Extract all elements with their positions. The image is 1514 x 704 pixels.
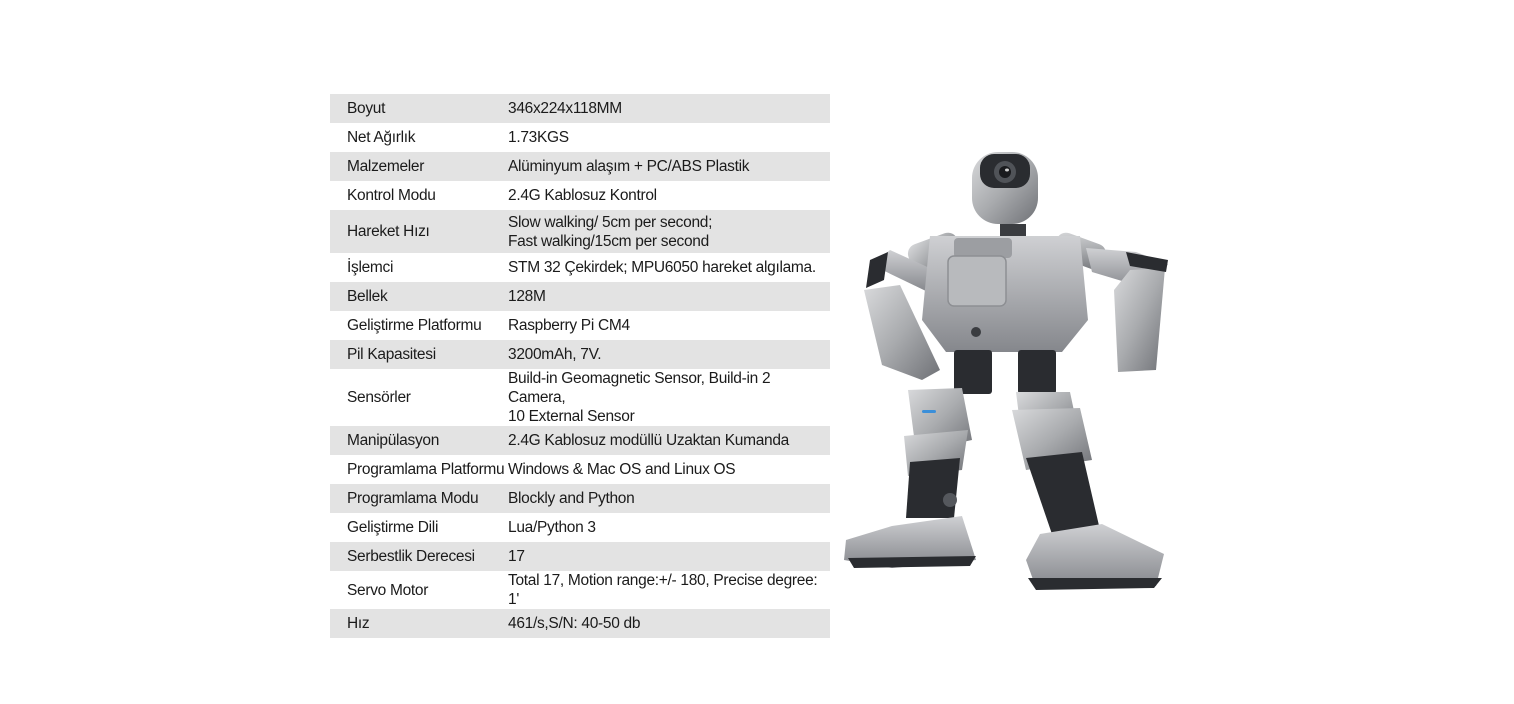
- spec-row-net-agirlik: [330, 123, 830, 152]
- spec-row-servo-motor: [330, 571, 830, 609]
- robot-left-leg: [844, 388, 976, 568]
- robot-torso: [922, 236, 1088, 394]
- spec-row-gelistirme-dili: [330, 513, 830, 542]
- spec-row-islemci: [330, 253, 830, 282]
- spec-row-serbestlik-derecesi: [330, 542, 830, 571]
- spec-value: 128M: [508, 288, 546, 305]
- spec-key: Malzemeler: [347, 158, 425, 175]
- spec-key: Serbestlik Derecesi: [347, 548, 475, 565]
- spec-key: Boyut: [347, 100, 386, 117]
- spec-table: [330, 94, 830, 638]
- spec-row-manipulasyon: [330, 426, 830, 455]
- spec-key: Bellek: [347, 288, 388, 305]
- robot-right-leg: [1012, 392, 1164, 590]
- spec-value: 2.4G Kablosuz Kontrol: [508, 187, 657, 204]
- spec-row-sensorler: [330, 369, 830, 426]
- spec-value: Total 17, Motion range:+/- 180, Precise degree: 1': [508, 572, 818, 608]
- spec-key: Programlama Platformu: [347, 461, 505, 478]
- spec-row-gelistirme-platformu: [330, 311, 830, 340]
- spec-row-programlama-modu: [330, 484, 830, 513]
- spec-key: İşlemci: [347, 259, 394, 276]
- spec-value: STM 32 Çekirdek; MPU6050 hareket algılama.: [508, 259, 816, 276]
- spec-row-bellek: [330, 282, 830, 311]
- spec-key: Net Ağırlık: [347, 129, 416, 146]
- spec-value: 461/s,S/N: 40-50 db: [508, 615, 641, 632]
- spec-key: Servo Motor: [347, 581, 429, 599]
- spec-row-programlama-platformu: [330, 455, 830, 484]
- spec-key: Hız: [347, 615, 370, 632]
- spec-value: Build-in Geomagnetic Sensor, Build-in 2 Camera, 10 External Sensor: [508, 370, 771, 425]
- spec-value: 346x224x118MM: [508, 100, 622, 117]
- spec-row-hiz: [330, 609, 830, 638]
- spec-value: Raspberry Pi CM4: [508, 317, 630, 334]
- spec-value: Lua/Python 3: [508, 519, 596, 536]
- spec-key: Hareket Hızı: [347, 223, 430, 240]
- spec-row-boyut: [330, 94, 830, 123]
- spec-key: Manipülasyon: [347, 432, 440, 449]
- spec-row-pil-kapasitesi: [330, 340, 830, 369]
- spec-value: Blockly and Python: [508, 490, 635, 507]
- humanoid-robot-image: [830, 140, 1180, 610]
- robot-head: [972, 152, 1038, 242]
- spec-value: Slow walking/ 5cm per second; Fast walking/15cm per second: [508, 213, 713, 250]
- spec-value: 3200mAh, 7V.: [508, 346, 602, 363]
- spec-value: Windows & Mac OS and Linux OS: [508, 461, 736, 478]
- spec-key: Geliştirme Platformu: [347, 317, 482, 334]
- spec-value: 17: [508, 548, 525, 565]
- spec-row-malzemeler: [330, 152, 830, 181]
- spec-value: 2.4G Kablosuz modüllü Uzaktan Kumanda: [508, 432, 789, 449]
- spec-row-kontrol-modu: [330, 181, 830, 210]
- spec-key: Sensörler: [347, 389, 411, 406]
- spec-value: 1.73KGS: [508, 129, 569, 146]
- spec-key: Kontrol Modu: [347, 187, 436, 204]
- spec-value: Alüminyum alaşım + PC/ABS Plastik: [508, 158, 750, 175]
- spec-key: Programlama Modu: [347, 490, 479, 507]
- spec-key: Geliştirme Dili: [347, 519, 439, 536]
- spec-row-hareket-hizi: [330, 210, 830, 253]
- spec-key: Pil Kapasitesi: [347, 346, 436, 363]
